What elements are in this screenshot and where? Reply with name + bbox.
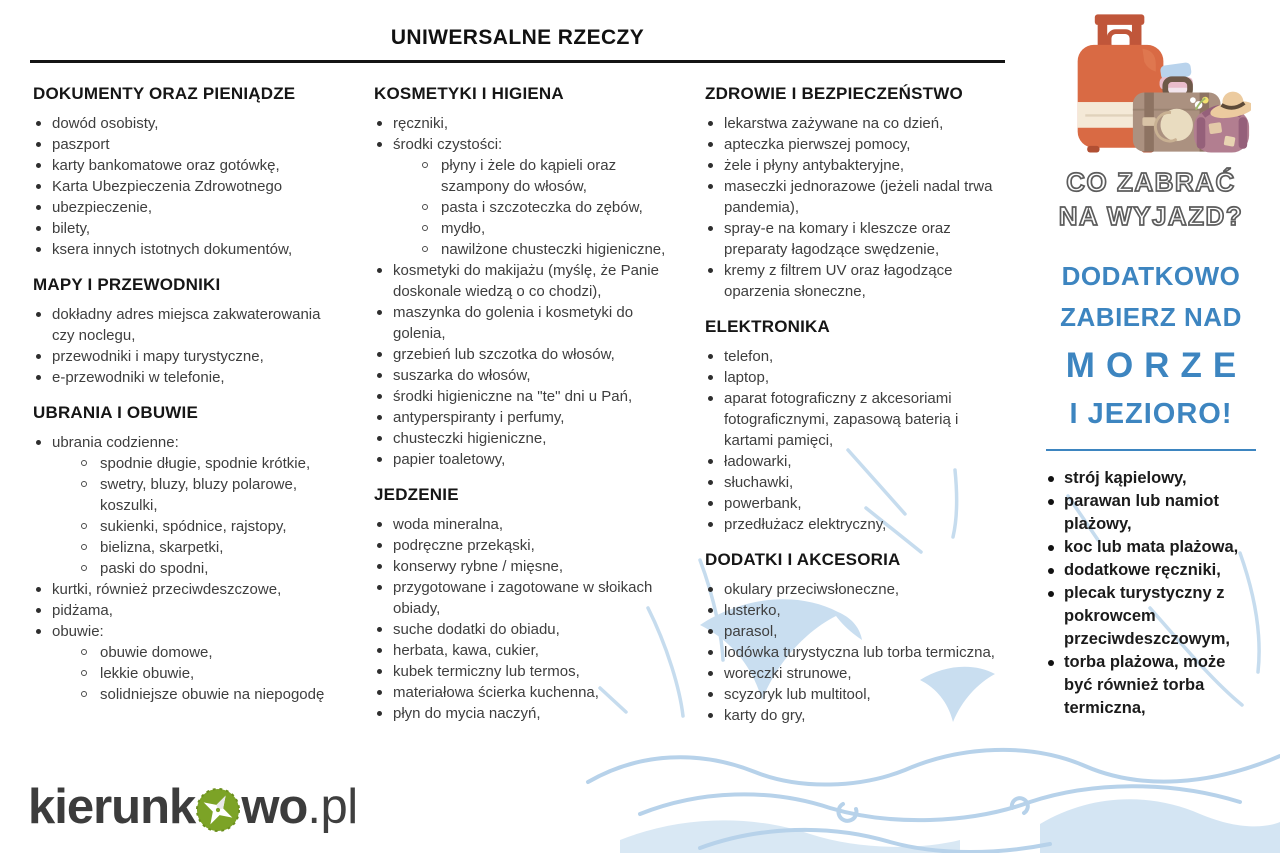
list-item	[705, 472, 1008, 493]
column-documents-clothes	[33, 84, 338, 734]
item-list	[374, 113, 669, 470]
list-item	[33, 239, 338, 260]
list-item-text: karty do gry,	[724, 707, 806, 724]
list-item	[705, 514, 1008, 535]
promo-line2: ZABIERZ NAD	[1060, 302, 1242, 333]
list-item-text: parasol,	[724, 623, 778, 640]
beach-list	[1046, 467, 1256, 720]
sub-list-item: lekkie obuwie,	[79, 663, 338, 684]
list-item	[374, 577, 669, 619]
list-item-text: apteczka pierwszej pomocy,	[724, 136, 911, 153]
beach-list-item: torba plażowa, może być również torba termiczna,	[1046, 651, 1256, 720]
section-heading: DODATKI I AKCESORIA	[705, 550, 901, 569]
list-item	[33, 432, 338, 579]
sub-list-item: mydło,	[420, 218, 669, 239]
list-item-text: suszarka do włosów,	[393, 367, 531, 384]
list-item-text: kubek termiczny lub termos,	[393, 663, 580, 680]
outline-title-line2: NA WYJAZD?	[1058, 200, 1244, 231]
promo-line4: I JEZIORO!	[1069, 398, 1233, 431]
promo-line1: DODATKOWO	[1061, 260, 1241, 291]
item-list	[705, 346, 1008, 535]
list-item	[705, 451, 1008, 472]
list-item-text: e-przewodniki w telefonie,	[52, 369, 225, 386]
beach-list-item: dodatkowe ręczniki,	[1046, 559, 1256, 582]
list-item	[705, 218, 1008, 260]
beach-list-item: parawan lub namiot plażowy,	[1046, 490, 1256, 536]
list-item-text: środki czystości:	[393, 136, 503, 153]
list-item-text: ładowarki,	[724, 453, 792, 470]
list-item	[374, 260, 669, 302]
list-item	[374, 365, 669, 386]
list-item-text: woreczki strunowe,	[724, 665, 852, 682]
list-item	[705, 621, 1008, 642]
sub-item-list	[79, 642, 338, 705]
list-item	[705, 579, 1008, 600]
item-list	[705, 113, 1008, 302]
list-item	[705, 388, 1008, 451]
item-list	[705, 579, 1008, 726]
list-item-text: pidżama,	[52, 602, 113, 619]
section-heading: UBRANIA I OBUWIE	[33, 403, 199, 422]
list-item-text: środki higieniczne na "te" dni u Pań,	[393, 388, 633, 405]
list-item-text: Karta Ubezpieczenia Zdrowotnego	[52, 178, 283, 195]
list-item	[374, 703, 669, 724]
sidebar	[1046, 8, 1256, 720]
list-item	[33, 155, 338, 176]
list-item-text: bilety,	[52, 220, 91, 237]
list-item-text: lekarstwa zażywane na co dzień,	[724, 115, 944, 132]
sub-list-item: solidniejsze obuwie na niepogodę	[79, 684, 338, 705]
column-cosmetics-food	[374, 84, 669, 734]
list-item-text: laptop,	[724, 369, 770, 386]
promo-line3: MORZE	[1065, 345, 1248, 385]
list-item-text: kosmetyki do makijażu (myślę, że Panie doskonale wiedzą o co chodzi),	[393, 262, 659, 300]
item-list	[33, 304, 338, 388]
sub-list-item: nawilżone chusteczki higieniczne,	[420, 239, 669, 260]
list-item	[33, 367, 338, 388]
list-item	[374, 386, 669, 407]
logo-suffix: .pl	[307, 780, 358, 834]
beach-list-item: plecak turystyczny z pokrowcem przeciwdeszczowym,	[1046, 582, 1256, 651]
compass-icon	[196, 788, 240, 832]
list-item-text: telefon,	[724, 348, 774, 365]
list-item-text: herbata, kawa, cukier,	[393, 642, 539, 659]
promo-divider	[1046, 449, 1256, 451]
list-item	[374, 661, 669, 682]
list-item	[374, 302, 669, 344]
item-list	[33, 432, 338, 705]
list-item	[705, 493, 1008, 514]
list-item	[705, 155, 1008, 176]
list-item-text: chusteczki higieniczne,	[393, 430, 547, 447]
beach-list-item: strój kąpielowy,	[1046, 467, 1256, 490]
sub-list-item: swetry, bluzy, bluzy polarowe, koszulki,	[79, 474, 338, 516]
list-item-text: karty bankomatowe oraz gotówkę,	[52, 157, 280, 174]
list-item-text: przedłużacz elektryczny,	[724, 516, 887, 533]
list-item	[33, 346, 338, 367]
list-item-text: spray-e na komary i kleszcze oraz preparaty łagodzące swędzenie,	[724, 220, 951, 258]
list-item-text: suche dodatki do obiadu,	[393, 621, 560, 638]
list-item	[33, 600, 338, 621]
list-item	[705, 367, 1008, 388]
list-item	[374, 556, 669, 577]
list-item	[33, 621, 338, 705]
section-heading: MAPY I PRZEWODNIKI	[33, 275, 221, 294]
list-item-text: konserwy rybne / mięsne,	[393, 558, 564, 575]
sub-item-list	[79, 453, 338, 579]
item-list	[33, 113, 338, 260]
list-item	[374, 514, 669, 535]
section-heading: ELEKTRONIKA	[705, 317, 830, 336]
item-list	[374, 514, 669, 724]
list-item	[374, 344, 669, 365]
list-item	[33, 579, 338, 600]
list-item-text: maseczki jednorazowe (jeżeli nadal trwa pandemia),	[724, 178, 993, 216]
beach-list-item: koc lub mata plażowa,	[1046, 536, 1256, 559]
list-item-text: scyzoryk lub multitool,	[724, 686, 871, 703]
list-item	[33, 113, 338, 134]
list-item-text: powerbank,	[724, 495, 802, 512]
sub-list-item: obuwie domowe,	[79, 642, 338, 663]
list-item	[705, 113, 1008, 134]
list-item	[374, 640, 669, 661]
list-item-text: ubezpieczenie,	[52, 199, 153, 216]
list-item-text: grzebień lub szczotka do włosów,	[393, 346, 615, 363]
list-item-text: papier toaletowy,	[393, 451, 506, 468]
section-heading: KOSMETYKI I HIGIENA	[374, 84, 564, 103]
list-item	[374, 134, 669, 260]
list-item	[705, 134, 1008, 155]
list-item-text: słuchawki,	[724, 474, 794, 491]
list-item-text: przewodniki i mapy turystyczne,	[52, 348, 264, 365]
section-heading: DOKUMENTY ORAZ PIENIĄDZE	[33, 84, 296, 103]
list-item-text: kremy z filtrem UV oraz łagodzące oparzenia słoneczne,	[724, 262, 953, 300]
list-item-text: antyperspiranty i perfumy,	[393, 409, 565, 426]
logo-text-part2: wo	[241, 780, 308, 834]
list-item-text: przygotowane i zagotowane w słoikach obiady,	[393, 579, 653, 617]
list-item-text: aparat fotograficzny z akcesoriami fotograficznymi, zapasową baterią i kartami pamięci,	[724, 390, 959, 449]
list-item-text: dowód osobisty,	[52, 115, 159, 132]
list-item	[705, 684, 1008, 705]
brand-logo	[28, 779, 358, 835]
page-header	[30, 26, 1005, 63]
promo-heading	[1046, 256, 1256, 437]
list-item	[705, 663, 1008, 684]
list-item	[374, 619, 669, 640]
list-item	[705, 642, 1008, 663]
luggage-illustration-icon	[1051, 8, 1251, 158]
list-item-text: dokładny adres miejsca zakwaterowania czy noclegu,	[52, 306, 321, 344]
page-title: UNIWERSALNE RZECZY	[390, 26, 645, 49]
list-item	[374, 428, 669, 449]
list-item	[33, 134, 338, 155]
list-item	[374, 682, 669, 703]
list-item	[374, 535, 669, 556]
column-health-electronics	[705, 84, 1008, 734]
list-item-text: materiałowa ścierka kuchenna,	[393, 684, 599, 701]
list-item-text: obuwie:	[52, 623, 104, 640]
sub-list-item: bielizna, skarpetki,	[79, 537, 338, 558]
list-item	[705, 260, 1008, 302]
list-item-text: żele i płyny antybakteryjne,	[724, 157, 905, 174]
list-item	[33, 176, 338, 197]
list-item	[33, 218, 338, 239]
list-item-text: ksera innych istotnych dokumentów,	[52, 241, 293, 258]
checklist-columns	[33, 84, 1008, 734]
sub-list-item: pasta i szczoteczka do zębów,	[420, 197, 669, 218]
list-item-text: lodówka turystyczna lub torba termiczna,	[724, 644, 995, 661]
sub-list-item: sukienki, spódnice, rajstopy,	[79, 516, 338, 537]
list-item-text: płyn do mycia naczyń,	[393, 705, 541, 722]
list-item	[705, 600, 1008, 621]
sub-list-item: paski do spodni,	[79, 558, 338, 579]
outline-title	[1046, 166, 1256, 234]
list-item	[705, 176, 1008, 218]
list-item-text: podręczne przekąski,	[393, 537, 535, 554]
list-item	[33, 197, 338, 218]
list-item-text: lusterko,	[724, 602, 781, 619]
section-heading: ZDROWIE I BEZPIECZEŃSTWO	[705, 84, 963, 103]
list-item	[33, 304, 338, 346]
outline-title-line1: CO ZABRAĆ	[1066, 167, 1236, 197]
list-item-text: paszport	[52, 136, 110, 153]
logo-text-part1: kierunk	[28, 780, 196, 834]
list-item	[374, 113, 669, 134]
list-item-text: okulary przeciwsłoneczne,	[724, 581, 900, 598]
section-heading: JEDZENIE	[374, 485, 459, 504]
list-item-text: woda mineralna,	[393, 516, 504, 533]
list-item-text: kurtki, również przeciwdeszczowe,	[52, 581, 282, 598]
list-item-text: ręczniki,	[393, 115, 449, 132]
list-item-text: ubrania codzienne:	[52, 434, 179, 451]
list-item-text: maszynka do golenia i kosmetyki do golenia,	[393, 304, 634, 342]
list-item	[374, 449, 669, 470]
list-item	[374, 407, 669, 428]
sub-list-item: spodnie długie, spodnie krótkie,	[79, 453, 338, 474]
list-item	[705, 346, 1008, 367]
list-item	[705, 705, 1008, 726]
sub-item-list	[420, 155, 669, 260]
sub-list-item: płyny i żele do kąpieli oraz szampony do włosów,	[420, 155, 669, 197]
